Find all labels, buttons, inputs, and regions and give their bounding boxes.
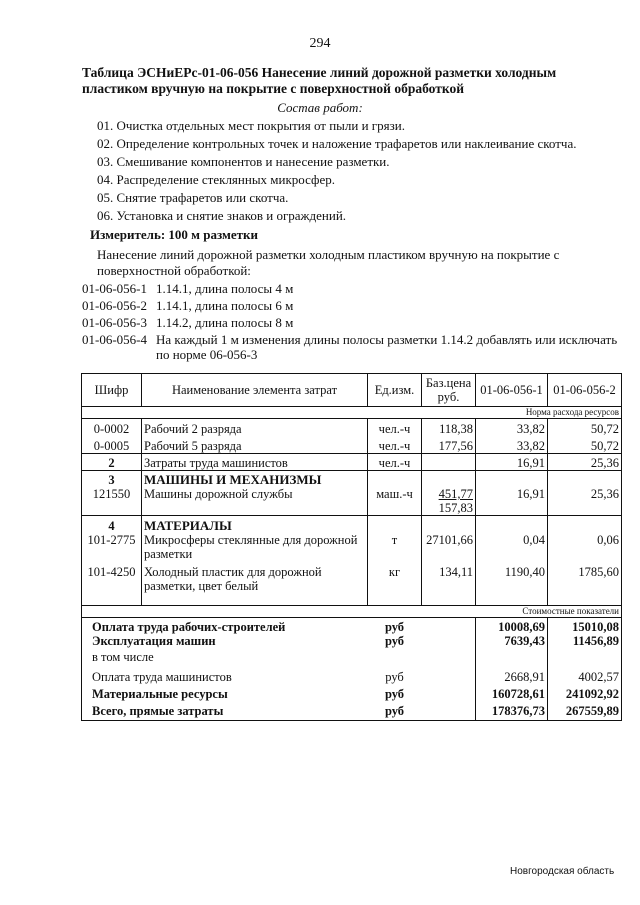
cell-unit: чел.-ч: [368, 419, 422, 437]
cost-row: [82, 618, 622, 635]
cell-price: 27101,66: [422, 533, 476, 561]
cost-value: [476, 648, 548, 670]
cost-value: 7639,43: [476, 634, 548, 648]
norm-text: 1.14.1, длина полосы 6 м: [156, 298, 294, 313]
table-row: [82, 436, 622, 454]
cell-unit: чел.-ч: [368, 454, 422, 471]
work-item: 05. Снятие трафаретов или скотча.: [97, 190, 289, 205]
cost-row: [82, 648, 622, 670]
cost-label: Стоимостные показатели: [82, 606, 622, 618]
norm-row: [82, 332, 622, 362]
footer-region: Новгородская область: [510, 866, 615, 877]
cell-name: Машины дорожной службы: [142, 487, 368, 516]
cell-name: Рабочий 5 разряда: [142, 436, 368, 454]
cost-unit: руб: [384, 620, 405, 634]
work-item: 03. Смешивание компонентов и нанесение разметки.: [97, 154, 390, 169]
table-row: [82, 454, 622, 471]
cell-code: 0-0002: [82, 419, 142, 437]
cost-value: 178376,73: [476, 704, 548, 721]
cell-value: 50,72: [548, 419, 622, 437]
cost-value: [548, 648, 622, 670]
work-item: 04. Распределение стеклянных микросфер.: [97, 172, 335, 187]
section-row: [82, 516, 622, 534]
header-cell: 01-06-056-2: [548, 374, 622, 407]
price-main: 451,77: [438, 487, 473, 501]
cost-name: в том числе: [82, 648, 368, 670]
measure-unit: Измеритель: 100 м разметки: [90, 227, 259, 242]
norm-row: [82, 298, 622, 314]
cell-value: 33,82: [476, 436, 548, 454]
description: Нанесение линий дорожной разметки холодным пластиком вручную на покрытие с поверхностной обработкой:: [97, 247, 560, 278]
work-item: 01. Очистка отдельных мест покрытия от пыли и грязи.: [97, 118, 405, 133]
table-row: [82, 561, 622, 606]
section-title: МАШИНЫ И МЕХАНИЗМЫ: [142, 471, 368, 488]
cost-unit: руб: [384, 634, 405, 648]
cell-name: Холодный пластик для дорожной разметки, цвет белый: [142, 561, 368, 606]
cell-name: Микросферы стеклянные для дорожной разметки: [142, 533, 368, 561]
cost-value: 10008,69: [476, 618, 548, 635]
header-cell: 01-06-056-1: [476, 374, 548, 407]
cost-name: Оплата труда рабочих-строителей: [82, 618, 368, 635]
cell-code: 3: [82, 471, 142, 488]
norm-row: [82, 281, 622, 297]
cell-name: Затраты труда машинистов: [142, 454, 368, 471]
composition-heading: Состав работ:: [277, 100, 363, 115]
cell-code: 2: [82, 454, 142, 471]
section-title: МАТЕРИАЛЫ: [142, 516, 368, 534]
table-row: [82, 419, 622, 437]
price-sub: 157,83: [438, 501, 473, 515]
cell-name: Рабочий 2 разряда: [142, 419, 368, 437]
cell-unit: кг: [368, 561, 422, 606]
cell-unit: т: [368, 533, 422, 561]
table-row: [82, 533, 622, 561]
cost-name: Эксплуатация машин: [82, 634, 368, 648]
resource-table: [81, 373, 622, 721]
cell-value: 33,82: [476, 419, 548, 437]
cell-value: 25,36: [548, 454, 622, 471]
norm-code: 01-06-056-1: [82, 281, 147, 296]
cost-row: [82, 634, 622, 648]
cost-value: 11456,89: [548, 634, 622, 648]
cell-unit: чел.-ч: [368, 436, 422, 454]
cost-unit: руб: [384, 687, 405, 701]
cell-value: 1785,60: [548, 561, 622, 606]
cell-price: 177,56: [422, 436, 476, 454]
cost-row: [82, 687, 622, 704]
cell-value: 25,36: [548, 487, 622, 516]
cell-unit: маш.-ч: [368, 487, 422, 516]
norm-code: 01-06-056-2: [82, 298, 147, 313]
cost-name: Материальные ресурсы: [82, 687, 368, 704]
cell-code: 0-0005: [82, 436, 142, 454]
cell-value: 50,72: [548, 436, 622, 454]
cost-name: Оплата труда машинистов: [82, 670, 368, 687]
cell-value: 1190,40: [476, 561, 548, 606]
norm-code: 01-06-056-4: [82, 332, 147, 347]
cost-row: [82, 704, 622, 721]
cost-value: 4002,57: [548, 670, 622, 687]
norm-code: 01-06-056-3: [82, 315, 147, 330]
work-item: 02. Определение контрольных точек и наложение трафаретов или наклеивание скотча.: [97, 136, 577, 151]
section-row: [82, 471, 622, 488]
cost-row: [82, 670, 622, 687]
cell-value: 0,06: [548, 533, 622, 561]
cost-value: 160728,61: [476, 687, 548, 704]
cell-value: 16,91: [476, 454, 548, 471]
cell-code: 101-2775: [82, 533, 142, 561]
header-cell: Шифр: [82, 374, 142, 407]
cell-code: 121550: [82, 487, 142, 516]
cell-code: 101-4250: [82, 561, 142, 606]
norm-label: Норма расхода ресурсов: [82, 407, 622, 419]
header-cell: Наименование элемента затрат: [142, 374, 368, 407]
header-row: [82, 374, 622, 407]
header-cell: Баз.цена руб.: [422, 374, 476, 407]
norm-text: 1.14.2, длина полосы 8 м: [156, 315, 294, 330]
header-cell: Ед.изм.: [368, 374, 422, 407]
cell-code: 4: [82, 516, 142, 534]
page-number: 294: [309, 36, 331, 51]
table-row: [82, 487, 622, 516]
cell-price: [422, 454, 476, 471]
cell-value: 0,04: [476, 533, 548, 561]
cell-value: 16,91: [476, 487, 548, 516]
work-item: 06. Установка и снятие знаков и ограждений.: [97, 208, 347, 223]
cell-price: [422, 487, 476, 516]
cost-value: 2668,91: [476, 670, 548, 687]
cell-price: 118,38: [422, 419, 476, 437]
cost-value: 267559,89: [548, 704, 622, 721]
cost-name: Всего, прямые затраты: [82, 704, 368, 721]
cost-unit: руб: [385, 670, 404, 684]
cost-unit: [368, 648, 422, 670]
norm-text: На каждый 1 м изменения длины полосы разметки 1.14.2 добавлять или исключать по норме 06-056-3: [156, 332, 618, 362]
cost-unit: руб: [368, 704, 422, 721]
table-title: Таблица ЭСНиЕРс-01-06-056 Нанесение линий дорожной разметки холодным пластиком вручную на покрытие с поверхностной обработкой: [82, 65, 557, 96]
cell-price: 134,11: [422, 561, 476, 606]
cost-value: 241092,92: [548, 687, 622, 704]
norm-text: 1.14.1, длина полосы 4 м: [156, 281, 294, 296]
norm-row: [82, 315, 622, 331]
cost-value: 15010,08: [548, 618, 622, 635]
